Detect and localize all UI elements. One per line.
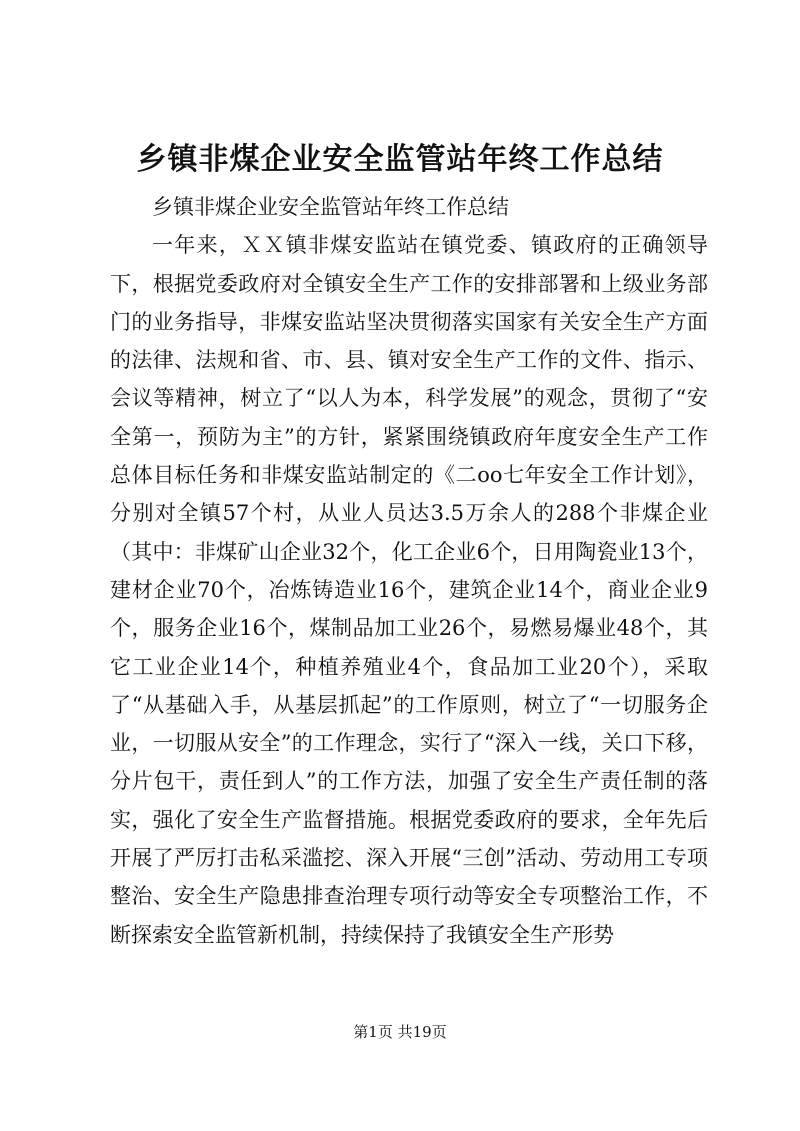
document-title: 乡镇非煤企业安全监管站年终工作总结	[136, 142, 664, 177]
page-footer: 第1页 共19页	[353, 1023, 447, 1041]
document-body	[110, 188, 708, 954]
body-paragraph: 一年来，ＸＸ镇非煤安监站在镇党委、镇政府的正确领导下，根据党委政府对全镇安全生产工作的安排部署和上级业务部门的业务指导，非煤安监站坚决贯彻落实国家有关安全生产方面的法律、法规和省、市、县、镇对安全生产工作的文件、指示、会议等精神，树立了“以人为本，科学发展”的观念，贯彻了“安全第一，预防为主”的方针，紧紧围绕镇政府年度安全生产工作总体目标任务和非煤安监站制定的《二oo七年安全工作计划》，分别对全镇57个村，从业人员达3.5万余人的288个非煤企业（其中：非煤矿山企业32个，化工企业6个，日用陶瓷业13个，建材企业70个，冶炼铸造业16个，建筑企业14个，商业企业9个，服务企业16个，煤制品加工业26个，易燃易爆业48个，其它工业企业14个，种植养殖业4个，食品加工业20个），采取了“从基础入手，从基层抓起”的工作原则，树立了“一切服务企业，一切服从安全”的工作理念，实行了“深入一线，关口下移，分片包干，责任到人”的工作方法，加强了安全生产责任制的落实，强化了安全生产监督措施。根据党委政府的要求，全年先后开展了严厉打击私采滥挖、深入开展“三创”活动、劳动用工专项整治、安全生产隐患排查治理专项行动等安全专项整治工作，不断探索安全监管新机制，持续保持了我镇安全生产形势	[110, 233, 708, 947]
document-subtitle: 乡镇非煤企业安全监管站年终工作总结	[152, 195, 509, 219]
